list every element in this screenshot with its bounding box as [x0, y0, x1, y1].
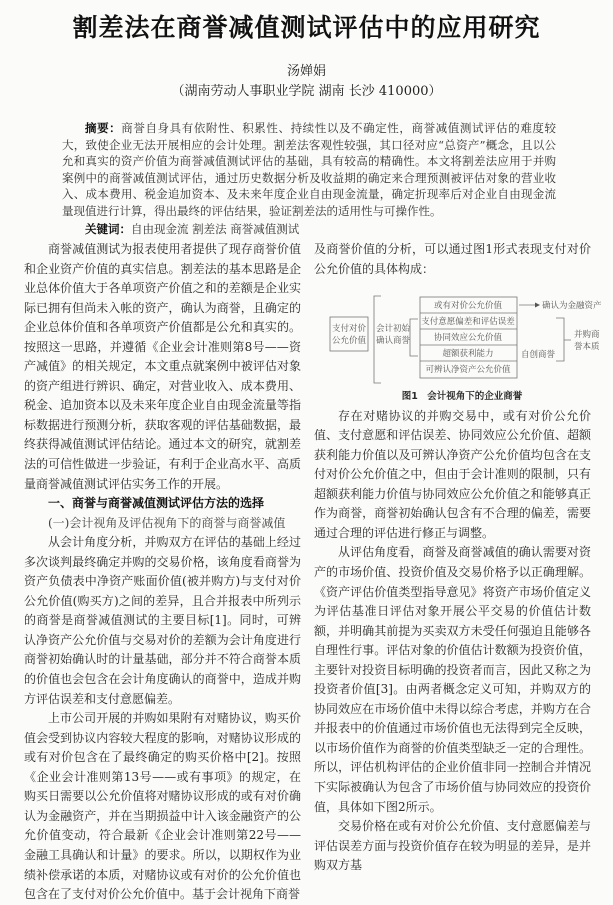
left-box-line2: 公允价值	[331, 336, 367, 346]
abstract	[62, 120, 556, 220]
right-column	[314, 240, 591, 876]
keywords-label: 关键词：	[85, 222, 131, 236]
essence-label-line1: 并购商	[574, 330, 600, 340]
row-label: 支付意愿偏差和评估误差	[421, 317, 515, 327]
abstract-text: 商誉自身具有依附性、积累性、持续性以及不确定性，商誉减值测试评估的难度较大，致使企业无法开展相应的会计处理。割差法客观性较强，其口径对应“总资产”概念，且以公允和真实的资产价值为商誉减值测试评估的基础，具有较高的精确性。本文将割差法应用于并购案例中的商誉减值测试评估，通过历史数据分析及收益期的确定来合理预测被评估对象的营业收入、成本费用、税金追加资本、及未来年度企业自由现金流量，确定折现率后对企业自由现金流量现值进行计算，得出最终的评估结果，验证割差法的适用性与可操作性。	[62, 121, 557, 218]
affiliation: （湖南劳动人事职业学院 湖南 长沙 410000）	[171, 84, 442, 99]
left-box-line1: 支付对价	[331, 324, 367, 334]
paragraph: 从评估角度看，商誉及商誉减值的确认需要对资产的市场价值、投资价值及交易价格予以正确理解。《资产评估价值类型指导意见》将资产市场价值定义为评估基准日评估对象开展公平交易的价值估计数额，并明确其前提为买卖双方未受任何强迫且能够各自理性行事。评估对象的价值估计数额为投资价值，主要针对投资目标明确的投资者而言，因此又称之为投资者价值[3]。由两者概念定义可知，并购双方的协同效应在市场价值中未得以综合考虑，并购方在合并报表中的价值通过市场价值也无法得到完全反映，以市场价值作为商誉的价值类型缺乏一定的合理性。所以，评估机构评估的企业价值非同一控制合并情况下实际被确认为包含了市场价值与协同效应的投资价值，具体如下图2所示。	[314, 545, 591, 814]
section-heading: 一、商誉与商誉减值测试评估方法的选择	[48, 496, 265, 511]
figure-1-area	[314, 279, 591, 387]
paragraph: 交易价格在或有对价公允价值、支付意愿偏差与评估误差方面与投资价值存在较为明显的差异，是并购双方基	[314, 819, 591, 873]
author: 汤婵娟	[286, 64, 326, 79]
paragraph: 存在对赌协议的并购交易中，或有对价公允价值、支付意愿和评估误差、协同效应公允价值、超额获利能力价值以及可辨认净资产公允价值均包含在支付对价公允价值之中，但由于会计准则的限制，只有超额获利能力价值与协同效应公允价值之和能够真正作为商誉，商誉初始确认包含有不合理的偏差，需要通过合理的评估进行修正与调整。	[314, 408, 591, 540]
row-label: 可辨认净资产公允价值	[425, 365, 511, 375]
paper-title: 割差法在商誉减值测试评估中的应用研究	[72, 13, 541, 42]
keywords	[62, 221, 556, 237]
row-label: 或有对价公允价值	[433, 301, 503, 311]
paragraph: 上市公司开展的并购如果附有对赌协议，购买价值会受到协议内容较大程度的影响，对赌协议形成的或有对价包含在了最终确定的购买价格中[2]。按照《企业会计准则第13号——或有事项》的规定，在购买日需要以公允价值将对赌协议形成的或有对价确认为金融资产，并在当期损益中计入该金融资产的公允价值变动，符合最新《企业会计准则第22号——金融工具确认和计量》的要求。所以，以期权作为业绩补偿承诺的本质，对赌协议或有对价的公允价值也包含在了支付对价公允价值中。基于会计视角下商誉	[24, 711, 301, 902]
self-created-label: 自创商誉	[521, 350, 556, 360]
intro-paragraph: 商誉减值测试为报表使用者提供了现存商誉价值和企业资产价值的真实信息。割差法的基本思路是企业总体价值大于各单项资产价值之和的差额是企业实际已拥有但尚未入帐的资产，确认为商誉，且确定的企业总体价值和各单项资产价值都是公允和真实的。按照这一思路，并遵循《企业会计准则第8号——资产减值》的相关规定，本文重点就案例中被评估对象的资产组进行辨识、确定，对营业收入、成本费用、税金、追加资本以及未来年度企业自由现金流量等指标数据进行预测分析，获取客观的评估基础数据，最终获得减值测试评估结论。通过本文的研究，就割差法的可信性做进一步验证，有利于企业高水平、高质量商誉减值测试评估实务工作的开展。	[24, 242, 301, 491]
left-column	[24, 240, 301, 905]
middle-label-line2: 确认商誉	[375, 336, 411, 346]
figure-caption: 图1 会计视角下的企业商誉	[401, 391, 523, 403]
arrow-label: 确认为金融资产	[542, 301, 602, 311]
row-label: 协同效应公允价值	[433, 333, 503, 343]
middle-label-line1: 会计初始	[375, 324, 411, 334]
paragraph: 从会计角度分析，并购双方在评估的基础上经过多次谈判最终确定并购的交易价格，该角度看商誉为资产负债表中净资产账面价值(被并购方)与支付对价公允价值(购买方)之间的差异，且合并报表中所列示的商誉是商誉减值测试的主要目标[1]。同时，可辨认净资产公允价值与交易对价的差额为会计角度进行商誉初始确认时的计量基础，部分并不符合商誉本质的价值也会包含在会计角度确认的商誉中，造成并购方评估误差和支付意愿偏差。	[24, 535, 301, 706]
abstract-label: 摘要：	[85, 121, 122, 135]
lead-paragraph: 及商誉价值的分析，可以通过图1形式表现支付对价公允价值的具体构成：	[314, 242, 591, 276]
essence-label-line2: 誉本质	[574, 342, 600, 352]
subsection-heading: (一)会计视角及评估视角下的商誉与商誉减值	[48, 515, 286, 530]
row-label: 超额获利能力	[442, 349, 494, 359]
keywords-text: 自由现金流 割差法 商誉减值测试	[131, 222, 300, 236]
